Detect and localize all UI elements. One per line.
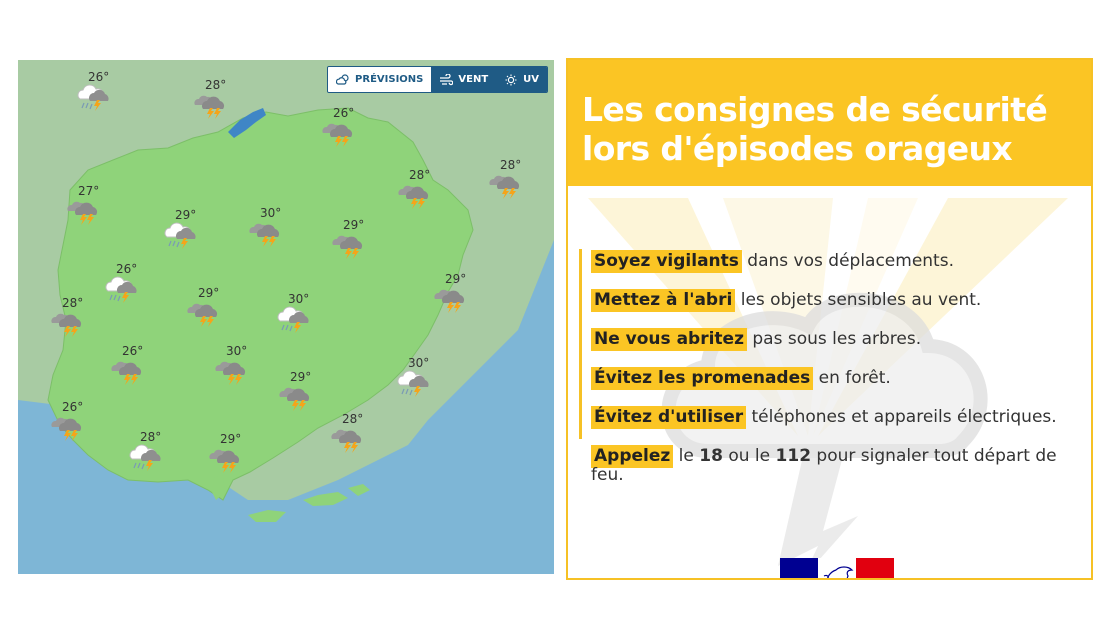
weather-station-marker[interactable] [397, 168, 441, 208]
cloud-sun-icon [336, 74, 350, 86]
rain-thunder-icon [104, 275, 144, 303]
list-item [591, 291, 1085, 310]
thunderstorm-icon [66, 197, 106, 225]
thunderstorm-icon [488, 171, 528, 199]
weather-station-marker[interactable] [50, 400, 94, 440]
thunderstorm-icon [186, 299, 226, 327]
weather-station-marker[interactable] [488, 158, 532, 198]
thunderstorm-icon [248, 219, 288, 247]
temperature-label: 26° [88, 70, 110, 84]
title-line-2: lors d'épisodes orageux [582, 129, 1013, 168]
temperature-label: 26° [62, 400, 84, 414]
weather-station-marker[interactable] [66, 184, 110, 224]
weather-station-marker[interactable] [50, 296, 94, 336]
tab-uv[interactable] [496, 67, 547, 92]
temperature-label: 26° [333, 106, 355, 120]
advice-title [582, 90, 1047, 168]
weather-station-marker[interactable] [214, 344, 258, 384]
weather-station-marker[interactable] [193, 78, 237, 118]
flag-blue-band [780, 558, 818, 580]
safety-advice-panel [566, 58, 1093, 580]
temperature-label: 26° [122, 344, 144, 358]
thunderstorm-icon [331, 231, 371, 259]
weather-station-marker[interactable] [186, 286, 230, 326]
weather-station-marker[interactable] [331, 218, 375, 258]
rain-thunder-icon [276, 305, 316, 333]
temperature-label: 29° [198, 286, 220, 300]
thunderstorm-icon [397, 181, 437, 209]
thunderstorm-icon [321, 119, 361, 147]
wind-icon [439, 74, 453, 86]
temperature-label: 30° [260, 206, 282, 220]
item-text: téléphones et appareils électriques. [746, 407, 1057, 427]
temperature-label: 28° [500, 158, 522, 172]
rain-thunder-icon [396, 369, 436, 397]
weather-map [18, 60, 554, 574]
tab-label: PRÉVISIONS [355, 74, 424, 85]
weather-station-marker[interactable] [163, 208, 207, 248]
highlight: Ne vous abritez [591, 328, 747, 351]
highlight: Mettez à l'abri [591, 289, 735, 312]
weather-station-marker[interactable] [248, 206, 292, 246]
republique-francaise-logo [780, 558, 894, 580]
item-text: pas sous les arbres. [746, 329, 922, 349]
list-item [591, 330, 1085, 349]
marianne-profile-icon [818, 558, 856, 580]
uv-sun-icon [504, 74, 518, 86]
emergency-number: 18 [699, 446, 723, 466]
temperature-label: 28° [342, 412, 364, 426]
list-item [591, 252, 1085, 271]
thunderstorm-icon [330, 425, 370, 453]
item-text: les objets sensibles au vent. [735, 290, 982, 310]
list-item [591, 408, 1085, 427]
flag-white-band [818, 558, 856, 580]
map-view-tabs [327, 66, 548, 93]
title-line-1: Les consignes de sécurité [582, 90, 1048, 129]
weather-station-marker[interactable] [278, 370, 322, 410]
thunderstorm-icon [208, 445, 248, 473]
rain-thunder-icon [128, 443, 168, 471]
highlight: Évitez les promenades [591, 367, 813, 390]
temperature-label: 29° [175, 208, 197, 222]
temperature-label: 28° [62, 296, 84, 310]
thunderstorm-icon [50, 413, 90, 441]
list-item [591, 369, 1085, 388]
thunderstorm-icon [433, 285, 473, 313]
item-text: ou le [722, 446, 776, 466]
thunderstorm-icon [110, 357, 150, 385]
rain-thunder-icon [163, 221, 203, 249]
advice-body [568, 186, 1091, 578]
weather-station-marker[interactable] [330, 412, 374, 452]
temperature-label: 26° [116, 262, 138, 276]
temperature-label: 29° [343, 218, 365, 232]
item-text: en forêt. [813, 368, 891, 388]
item-text: dans vos déplacements. [741, 251, 954, 271]
weather-station-marker[interactable] [110, 344, 154, 384]
temperature-label: 28° [205, 78, 227, 92]
weather-station-marker[interactable] [104, 262, 148, 302]
tab-vent[interactable] [431, 67, 496, 92]
temperature-label: 30° [226, 344, 248, 358]
weather-station-marker[interactable] [276, 292, 320, 332]
temperature-label: 30° [288, 292, 310, 306]
weather-station-marker[interactable] [128, 430, 172, 470]
thunderstorm-icon [50, 309, 90, 337]
list-item [591, 447, 1085, 485]
thunderstorm-icon [214, 357, 254, 385]
tab-label: UV [523, 74, 539, 85]
weather-station-marker[interactable] [321, 106, 365, 146]
advice-header [568, 60, 1091, 186]
weather-station-marker[interactable] [396, 356, 440, 396]
weather-station-marker[interactable] [208, 432, 252, 472]
weather-station-marker[interactable] [76, 70, 120, 110]
tab-previsions[interactable] [328, 67, 431, 92]
tab-label: VENT [458, 74, 489, 85]
temperature-label: 29° [290, 370, 312, 384]
temperature-label: 28° [409, 168, 431, 182]
thunderstorm-icon [278, 383, 318, 411]
emergency-number: 112 [775, 446, 812, 466]
temperature-label: 29° [445, 272, 467, 286]
department-land [48, 108, 473, 500]
temperature-label: 28° [140, 430, 162, 444]
highlight: Évitez d'utiliser [591, 406, 746, 429]
accent-bar [579, 249, 582, 439]
rain-thunder-icon [76, 83, 116, 111]
thunderstorm-icon [193, 91, 233, 119]
item-text: le [673, 446, 700, 466]
temperature-label: 30° [408, 356, 430, 370]
safety-instructions-list [591, 252, 1085, 505]
temperature-label: 29° [220, 432, 242, 446]
temperature-label: 27° [78, 184, 100, 198]
flag-red-band [856, 558, 894, 580]
item-text: pour signaler tout départ de feu. [591, 446, 1057, 485]
highlight: Soyez vigilants [591, 250, 742, 273]
highlight: Appelez [591, 445, 673, 468]
weather-station-marker[interactable] [433, 272, 477, 312]
